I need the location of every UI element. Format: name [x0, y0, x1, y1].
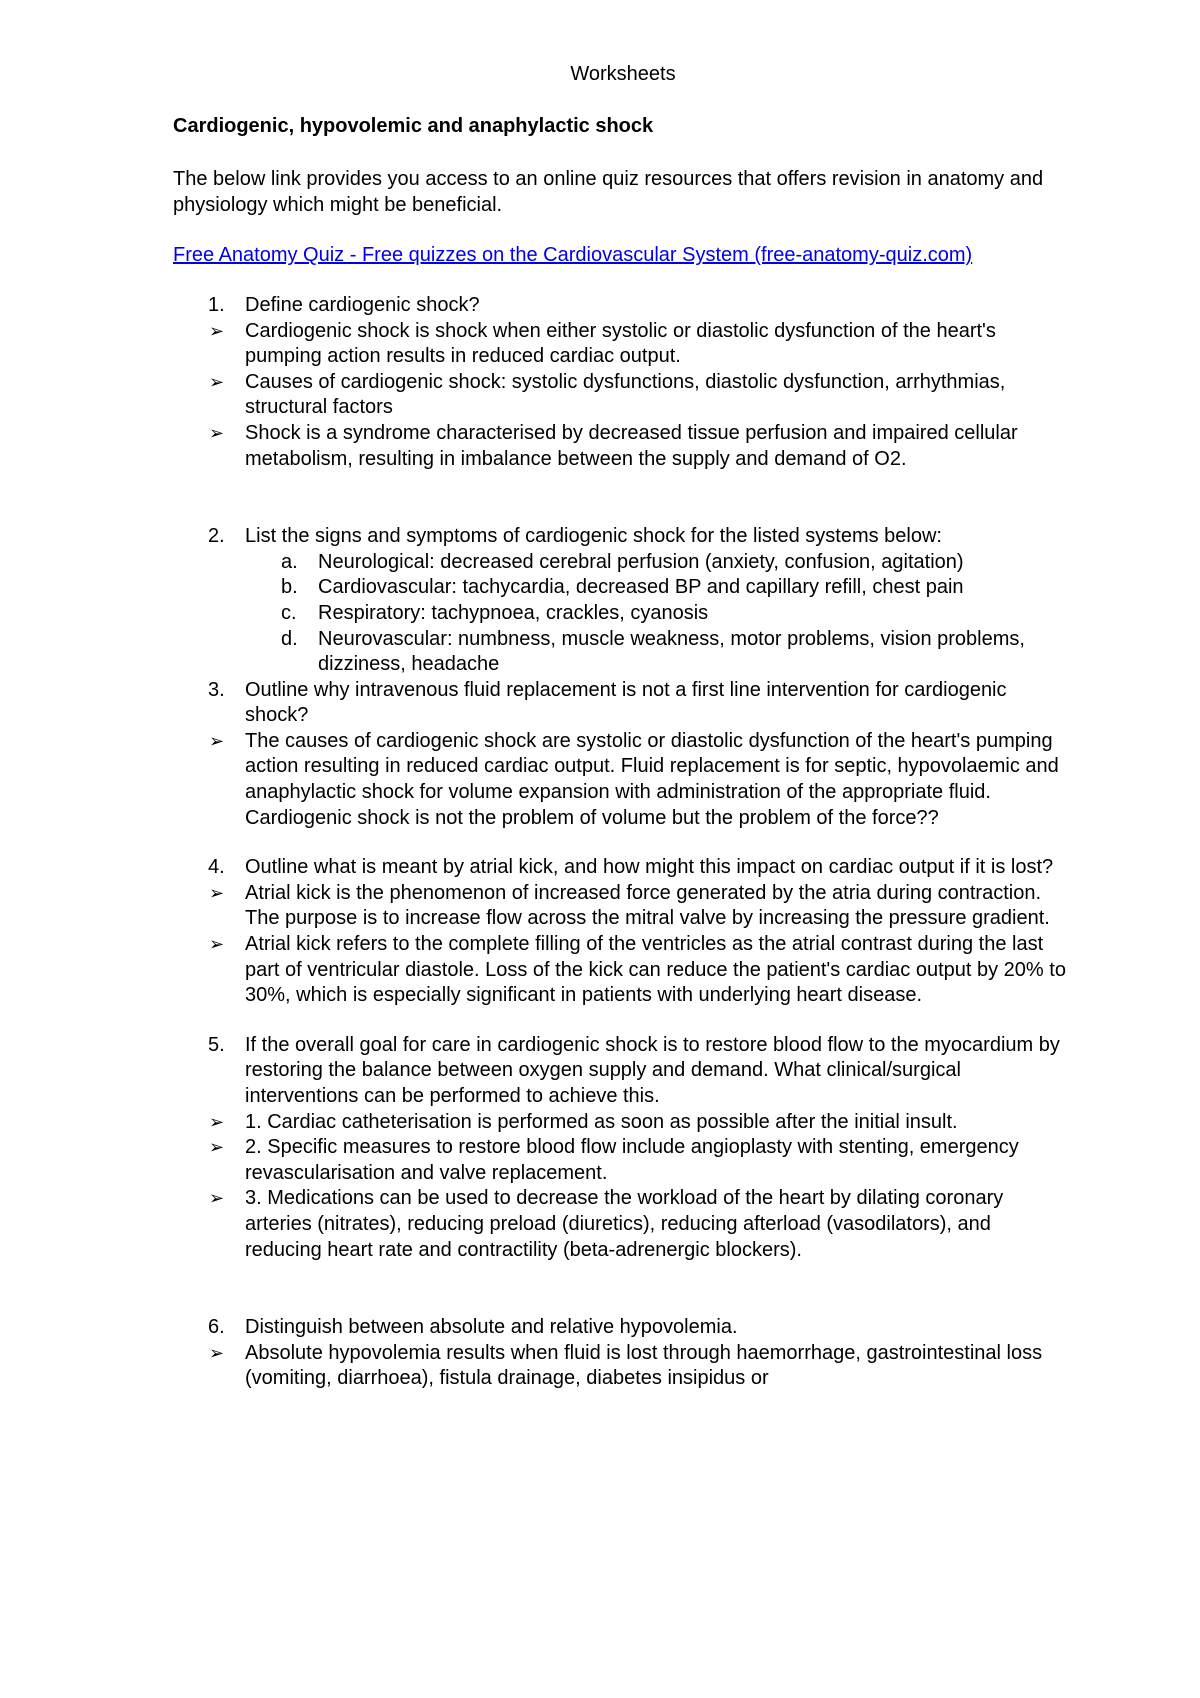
arrow-bullet-icon: ➢: [209, 422, 225, 443]
sub-item-letter: d.: [281, 627, 298, 650]
sub-item: [173, 601, 1073, 627]
bullet-text: Absolute hypovolemia results when fluid is lost through haemorrhage, gastrointestinal loss (vomiting, diarrhoea), fistula drainage, diabetes insipidus or: [245, 1341, 1043, 1390]
answer-bullet: [173, 421, 1073, 472]
document-page: [173, 62, 1073, 1392]
sub-item: [173, 627, 1073, 678]
sub-item: [173, 575, 1073, 601]
bullet-text: 3. Medications can be used to decrease the workload of the heart by dilating coronary arteries (nitrates), reducing preload (diuretics), reducing afterload (vasodilators), and reducing heart rate and contractility (beta-adrenergic blockers).: [245, 1187, 1004, 1261]
sub-item-letter: a.: [281, 550, 298, 573]
arrow-bullet-icon: ➢: [209, 371, 225, 392]
sub-item-letter: b.: [281, 576, 298, 599]
arrow-bullet-icon: ➢: [209, 1111, 225, 1132]
bullet-text: Causes of cardiogenic shock: systolic dysfunctions, diastolic dysfunction, arrhythmias, structural factors: [245, 370, 1006, 419]
sub-item-text: Respiratory: tachypnoea, crackles, cyanosis: [318, 601, 709, 624]
arrow-bullet-icon: ➢: [209, 320, 225, 341]
bullet-text: 2. Specific measures to restore blood flow include angioplasty with stenting, emergency revascularisation and valve replacement.: [245, 1136, 1019, 1184]
sub-item: [173, 550, 1073, 576]
answer-bullet: [173, 729, 1073, 831]
question-text: Define cardiogenic shock?: [245, 293, 480, 316]
arrow-bullet-icon: ➢: [209, 882, 225, 903]
arrow-bullet-icon: ➢: [209, 934, 225, 955]
question-number: 2.: [208, 525, 225, 548]
question-text: List the signs and symptoms of cardiogenic shock for the listed systems below:: [245, 525, 942, 548]
bullet-text: The causes of cardiogenic shock are systolic or diastolic dysfunction of the heart's pumping action resulting in reduced cardiac output. Fluid replacement is for septic, hypovolaemic and anaphylactic shock for volume expansion with administration of the appropriate fluid. Cardiogenic shock is not the problem of volume but the problem of the force??: [245, 729, 1059, 829]
answer-bullet: [173, 319, 1073, 370]
answer-bullet: [173, 932, 1073, 1009]
anatomy-quiz-link[interactable]: Free Anatomy Quiz - Free quizzes on the Cardiovascular System (free-anatomy-quiz.com): [173, 244, 973, 267]
bullet-text: Cardiogenic shock is shock when either systolic or diastolic dysfunction of the heart's pumping action results in reduced cardiac output.: [245, 319, 996, 368]
sub-item-letter: c.: [281, 601, 297, 624]
question-5: [173, 1033, 1073, 1110]
intro-paragraph: The below link provides you access to an online quiz resources that offers revision in anatomy and physiology which might be beneficial.: [173, 168, 1044, 216]
bullet-text: Atrial kick is the phenomenon of increased force generated by the atria during contraction. The purpose is to increase flow across the mitral valve by increasing the pressure gradient.: [245, 881, 1050, 930]
question-6: [173, 1315, 1073, 1341]
arrow-bullet-icon: ➢: [209, 730, 225, 751]
sub-item-text: Cardiovascular: tachycardia, decreased BP and capillary refill, chest pain: [318, 576, 964, 599]
answer-bullet: [173, 881, 1073, 932]
answer-bullet: [173, 1186, 1073, 1263]
arrow-bullet-icon: ➢: [209, 1188, 225, 1209]
bullet-text: Shock is a syndrome characterised by decreased tissue perfusion and impaired cellular metabolism, resulting in imbalance between the supply and demand of O2.: [245, 421, 1018, 470]
answer-bullet: [173, 1110, 1073, 1136]
question-3: [173, 678, 1073, 729]
question-number: 6.: [208, 1316, 225, 1339]
question-2: [173, 524, 1073, 550]
bullet-text: 1. Cardiac catheterisation is performed as soon as possible after the initial insult.: [245, 1110, 958, 1133]
sub-item-text: Neurological: decreased cerebral perfusion (anxiety, confusion, agitation): [318, 550, 964, 573]
question-number: 5.: [208, 1033, 225, 1056]
question-4: [173, 855, 1073, 881]
bullet-text: Atrial kick refers to the complete filling of the ventricles as the atrial contrast during the last part of ventricular diastole. Loss of the kick can reduce the patient's cardiac output by 20% to 30%, which is especially significant in patients with underlying heart disease.: [245, 933, 1066, 1007]
question-text: Distinguish between absolute and relative hypovolemia.: [245, 1316, 738, 1339]
question-number: 1.: [208, 293, 225, 316]
question-number: 4.: [208, 856, 225, 879]
question-text: If the overall goal for care in cardiogenic shock is to restore blood flow to the myocardium by restoring the balance between oxygen supply and demand. What clinical/surgical interventions can be performed to achieve this.: [245, 1033, 1060, 1107]
question-1: [173, 293, 1073, 319]
question-number: 3.: [208, 678, 225, 701]
sub-item-text: Neurovascular: numbness, muscle weakness, motor problems, vision problems, dizziness, headache: [318, 627, 1025, 676]
answer-bullet: [173, 1135, 1073, 1186]
arrow-bullet-icon: ➢: [209, 1137, 225, 1158]
arrow-bullet-icon: ➢: [209, 1342, 225, 1363]
document-title: Cardiogenic, hypovolemic and anaphylactic shock: [173, 114, 654, 137]
answer-bullet: [173, 370, 1073, 421]
page-header: Worksheets: [570, 63, 676, 85]
question-text: Outline what is meant by atrial kick, and how might this impact on cardiac output if it is lost?: [245, 856, 1054, 879]
question-text: Outline why intravenous fluid replacement is not a first line intervention for cardiogenic shock?: [245, 678, 1007, 727]
answer-bullet: [173, 1341, 1073, 1392]
